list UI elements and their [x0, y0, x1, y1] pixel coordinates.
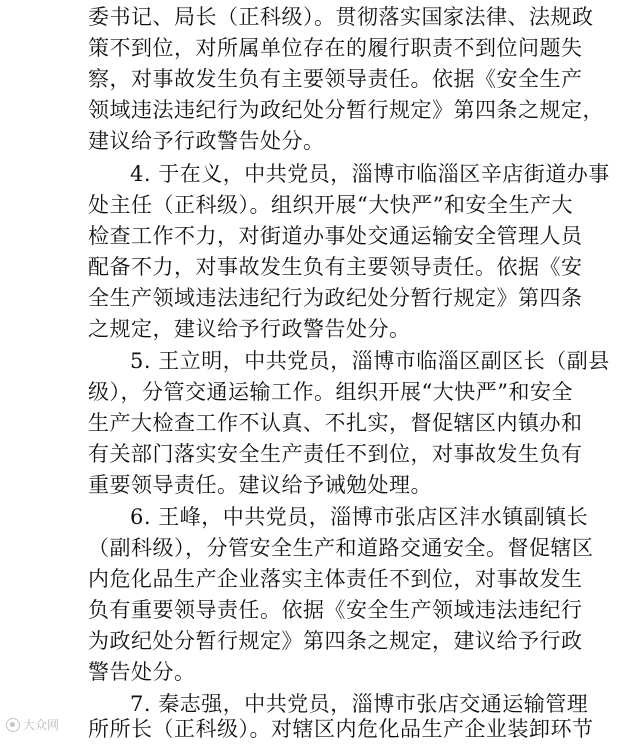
text-line: 负有重要领导责任。依据《安全生产领域违法违纪行	[88, 598, 583, 622]
paragraph-start-7: 7. 秦志强，中共党员，淄博市张店交通运输管理	[130, 692, 589, 716]
watermark-logo-icon	[6, 718, 20, 732]
text-line: 察，对事故发生负有主要领导责任。依据《安全生产	[88, 67, 583, 91]
text-line: 检查工作不力，对街道办事处交通运输安全管理人员	[88, 224, 583, 248]
text-line: 所所长（正科级）。对辖区内危化品生产企业装卸环节	[88, 717, 594, 741]
text-line: 领域违法违纪行为政纪处分暂行规定》第四条之规定，	[88, 98, 604, 122]
text-line: 有关部门落实安全生产责任不到位，对事故发生负有	[88, 442, 583, 466]
text-line: 之规定，建议给予行政警告处分。	[88, 317, 411, 341]
paragraph-start-4: 4. 于在义，中共党员，淄博市临淄区辛店街道办事	[130, 162, 610, 186]
text-line: 处主任（正科级）。组织开展“大快严”和安全生产大	[88, 193, 573, 217]
text-line: 重要领导责任。建议给予诫勉处理。	[88, 473, 432, 497]
text-line: 生产大检查工作不认真、不扎实，督促辖区内镇办和	[88, 411, 583, 435]
text-line: 级），分管交通运输工作。组织开展“大快严”和安全	[88, 380, 573, 404]
text-line: 警告处分。	[88, 660, 196, 684]
text-line: 为政纪处分暂行规定》第四条之规定，建议给予行政	[88, 629, 583, 653]
paragraph-start-6: 6. 王峰，中共党员，淄博市张店区沣水镇副镇长	[130, 505, 589, 529]
text-line: 建议给予行政警告处分。	[88, 129, 325, 153]
text-line: 全生产领域违法违纪行为政纪处分暂行规定》第四条	[88, 286, 583, 310]
text-line: 策不到位，对所属单位存在的履行职责不到位问题失	[88, 36, 583, 60]
text-line: 内危化品生产企业落实主体责任不到位，对事故发生	[88, 567, 583, 591]
watermark	[6, 716, 59, 733]
text-line: 委书记、局长（正科级）。贯彻落实国家法律、法规政	[88, 5, 594, 29]
text-line: （副科级），分管安全生产和道路交通安全。督促辖区	[88, 536, 594, 560]
watermark-text: 大众网	[23, 718, 60, 732]
text-line: 配备不力，对事故发生负有主要领导责任。依据《安	[88, 255, 583, 279]
paragraph-start-5: 5. 王立明，中共党员，淄博市临淄区副区长（副县	[130, 349, 610, 373]
